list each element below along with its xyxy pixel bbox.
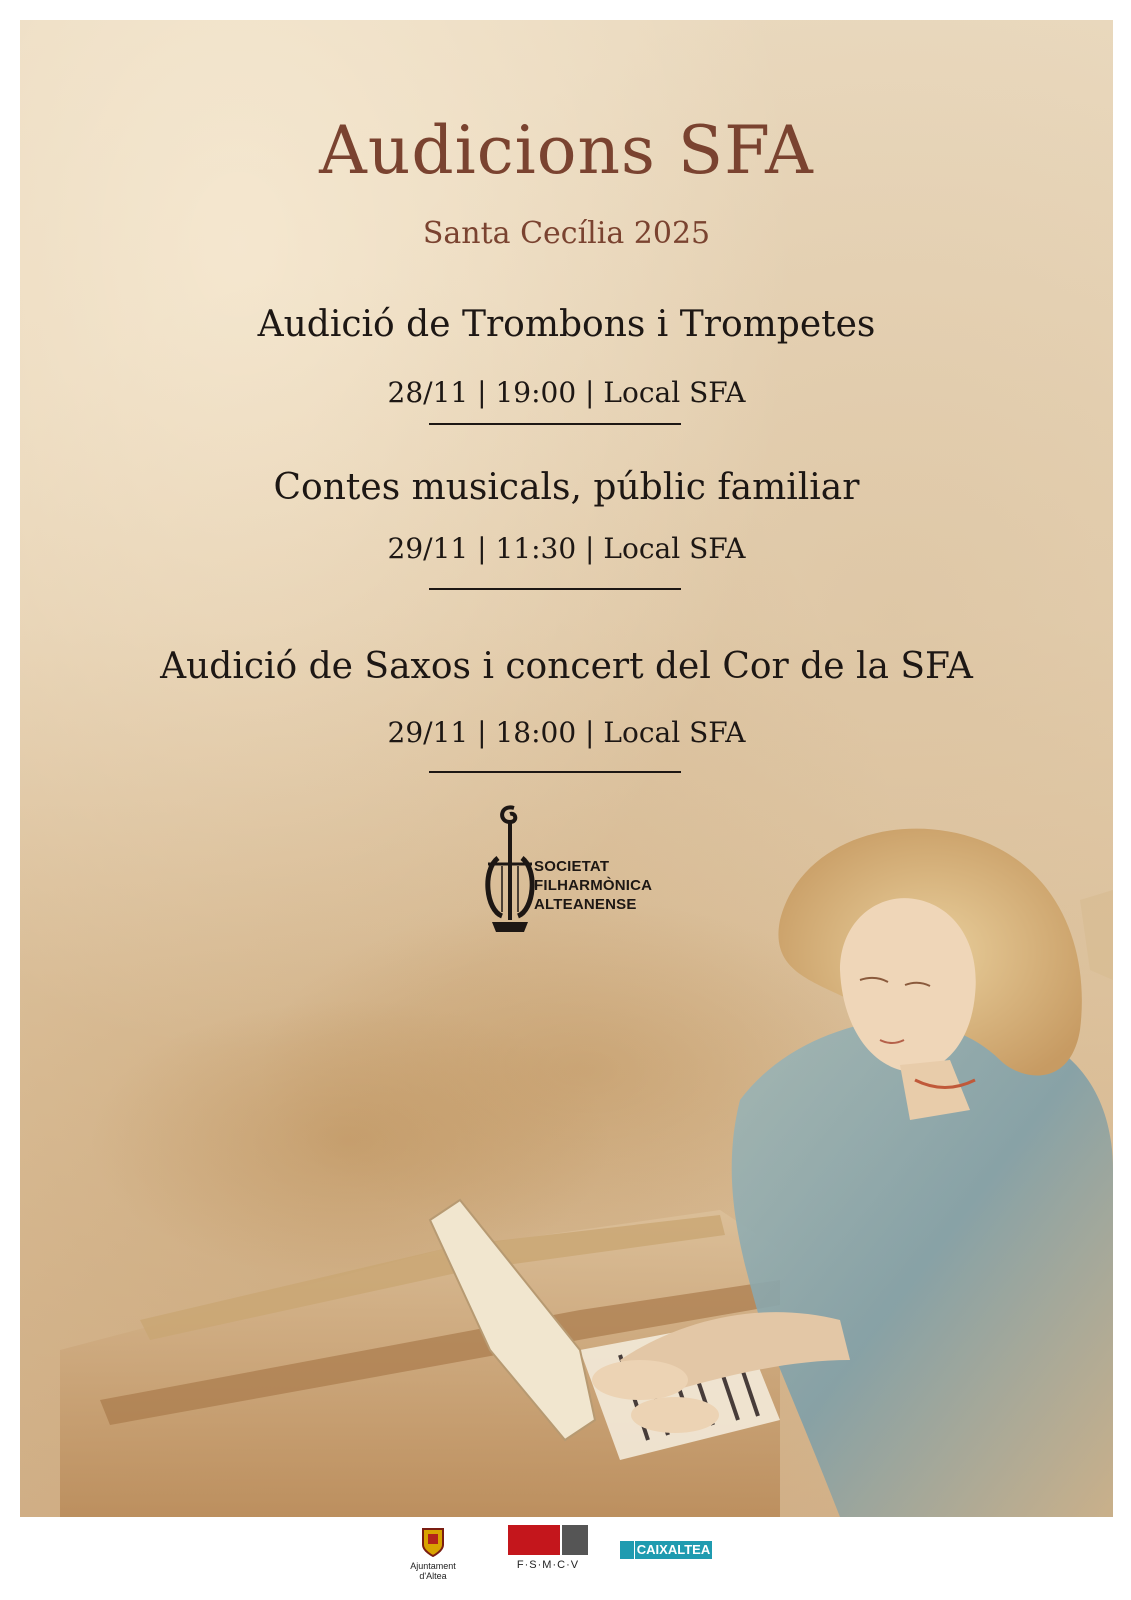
fsmcv-label: F·S·M·C·V bbox=[516, 1559, 580, 1571]
caixaltea-mark bbox=[620, 1541, 634, 1559]
caixaltea-label: CAIXALTEA bbox=[636, 1542, 711, 1557]
divider bbox=[429, 423, 681, 425]
lyre-icon bbox=[480, 800, 540, 940]
poster-title: Audicions SFA bbox=[319, 112, 814, 189]
ajuntament-logo bbox=[398, 1527, 468, 1587]
event-3-title: Audició de Saxos i concert del Cor de la SFA bbox=[160, 646, 973, 687]
event-2-title: Contes musicals, públic familiar bbox=[273, 467, 860, 508]
logo-line-3: ALTEANENSE bbox=[534, 896, 637, 913]
poster-subtitle: Santa Cecília 2025 bbox=[422, 216, 711, 251]
divider bbox=[429, 588, 681, 590]
event-3-info: 29/11 | 18:00 | Local SFA bbox=[387, 716, 746, 749]
logo-line-2: FILHARMÒNICA bbox=[534, 877, 653, 894]
ajuntament-label: Ajuntament d'Altea bbox=[410, 1561, 456, 1581]
sponsor-bar bbox=[0, 1517, 1131, 1600]
caixaltea-logo bbox=[620, 1541, 712, 1559]
fsmcv-logo bbox=[508, 1525, 588, 1585]
coat-of-arms-icon bbox=[421, 1527, 445, 1557]
event-1-info: 28/11 | 19:00 | Local SFA bbox=[387, 376, 746, 409]
fsmcv-grey-block bbox=[562, 1525, 588, 1555]
fsmcv-red-block bbox=[508, 1525, 560, 1555]
event-2-info: 29/11 | 11:30 | Local SFA bbox=[387, 532, 746, 565]
sfa-logo bbox=[480, 800, 720, 940]
divider bbox=[429, 771, 681, 773]
event-1-title: Audició de Trombons i Trompetes bbox=[257, 304, 876, 345]
poster bbox=[20, 20, 1113, 1517]
logo-line-1: SOCIETAT bbox=[534, 858, 610, 875]
